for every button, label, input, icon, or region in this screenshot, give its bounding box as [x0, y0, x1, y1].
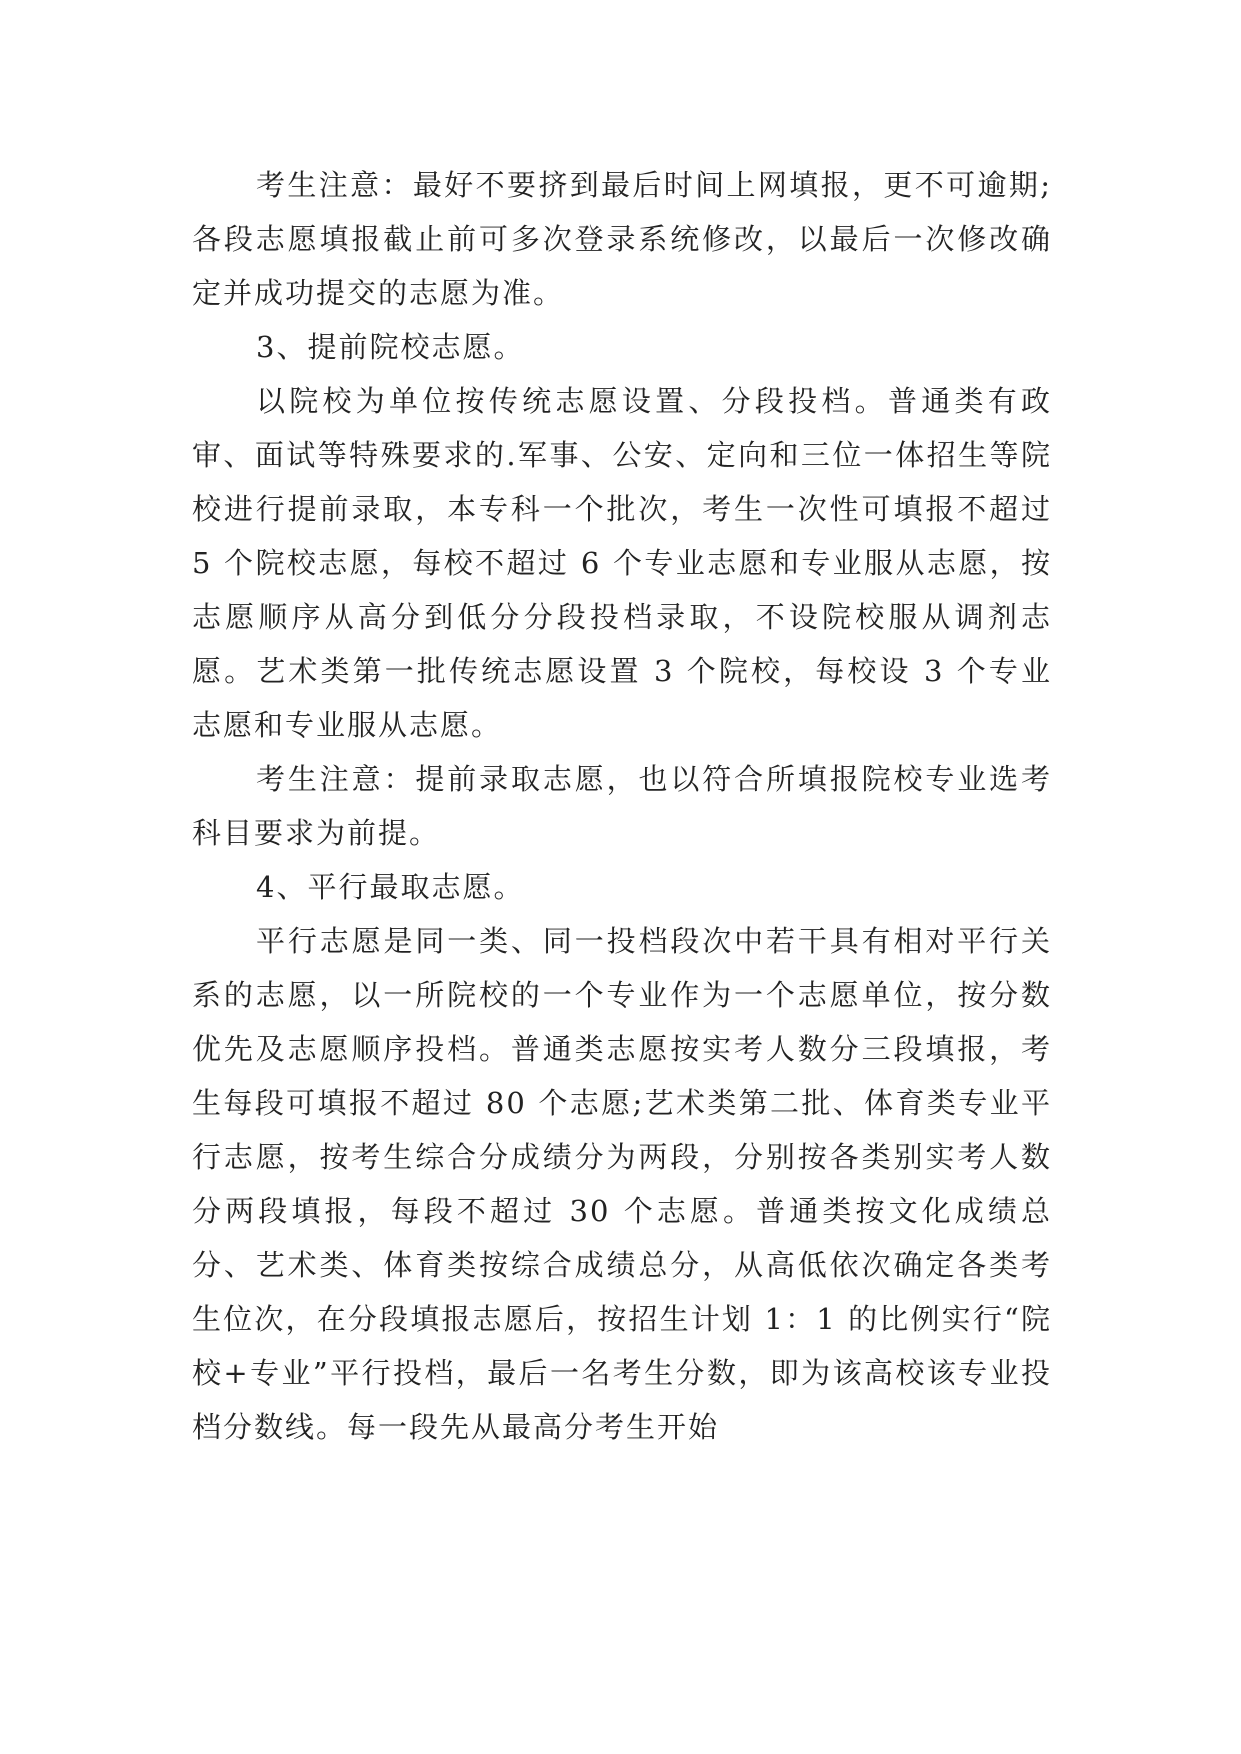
heading-early-admission: 3、提前院校志愿。 [256, 330, 525, 364]
paragraph-parallel-admission: 平行志愿是同一类、同一投档段次中若干具有相对平行关系的志愿，以一所院校的一个专业作为一个志愿单位，按分数优先及志愿顺序投档。普通类志愿按实考人数分三段填报，考生每段可填报不超过 80 个志愿;艺术类第二批、体育类专业平行志愿，按考生综合分成绩分为两段，分别按各类别实考人数分两段填报，每段不超过 30 个志愿。普通类按文化成绩总分、艺术类、体育类按综合成绩总分，从高低依次确定各类考生位次，在分段填报志愿后，按招生计划 1：1 的比例实行“院校+专业”平行投档，最后一名考生分数，即为该高校该专业投档分数线。每一段先从最高分考生开始 [192, 924, 1052, 1444]
paragraph-early-admission: 以院校为单位按传统志愿设置、分段投档。普通类有政审、面试等特殊要求的.军事、公安、定向和三位一体招生等院校进行提前录取，本专科一个批次，考生一次性可填报不超过 5 个院校志愿，每校不超过 6 个专业志愿和专业服从志愿，按志愿顺序从高分到低分分段投档录取，不设院校服从调剂志愿。艺术类第一批传统志愿设置 3 个院校，每校设 3 个专业志愿和专业服从志愿。 [192, 384, 1052, 742]
heading-parallel-admission: 4、平行最取志愿。 [256, 870, 525, 904]
document-body [192, 158, 1052, 1454]
paragraph-notice-1: 考生注意：最好不要挤到最后时间上网填报，更不可逾期;各段志愿填报截止前可多次登录系统修改，以最后一次修改确定并成功提交的志愿为准。 [192, 168, 1052, 310]
paragraph-notice-2: 考生注意：提前录取志愿，也以符合所填报院校专业选考科目要求为前提。 [192, 762, 1052, 850]
